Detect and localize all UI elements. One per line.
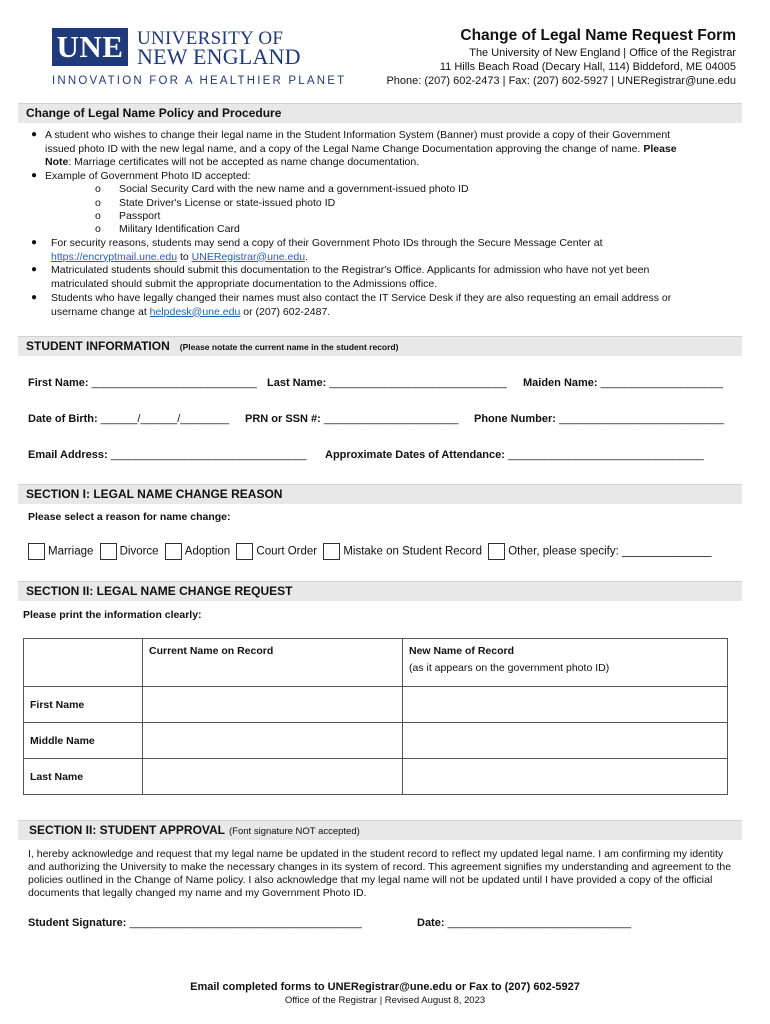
row-label-last-name: Last Name <box>24 759 143 795</box>
reason-options <box>28 543 715 560</box>
policy-section-bar <box>18 103 742 123</box>
checkbox[interactable] <box>323 543 340 560</box>
policy-item-2: Example of Government Photo ID accepted: <box>45 170 251 182</box>
logo-line-2: NEW ENGLAND <box>137 44 301 69</box>
logo-tagline: INNOVATION FOR A HEALTHIER PLANET <box>52 75 347 87</box>
header-line-2: 11 Hills Beach Road (Decary Hall, 114) Biddeford, ME 04005 <box>439 61 736 73</box>
policy-item-5: Students who have legally changed their names must also contact the IT Service Desk if they are also requesting an email address or username change at helpdesk@une.edu or (207) 602-2487. <box>51 292 672 318</box>
bullet-icon: ● <box>31 292 38 303</box>
column-header-current: Current Name on Record <box>143 639 403 687</box>
policy-item-1: A student who wishes to change their legal name in the Student Information System (Banner) must provide a copy of their Government issued photo ID with the new legal name, and a copy of the Legal Name Change Documentation approving the change of name. Please Note: Marriage certificates will not be accepted as name change documentation. <box>45 129 677 168</box>
form-title: Change of Legal Name Request Form <box>460 27 736 44</box>
row-label-middle-name: Middle Name <box>24 723 143 759</box>
student-info-bar <box>18 336 742 356</box>
print-clearly-prompt: Please print the information clearly: <box>23 609 202 621</box>
policy-subitem-2: State Driver's License or state-issued photo ID <box>119 197 336 209</box>
sub-bullet-icon: o <box>95 197 101 209</box>
new-middle-name-cell[interactable] <box>403 723 728 759</box>
reason-court-order[interactable]: Court Order <box>236 543 317 560</box>
sub-bullet-icon: o <box>95 183 101 195</box>
maiden-name-field[interactable]: Maiden Name: ____________________ <box>523 377 723 389</box>
current-middle-name-cell[interactable] <box>143 723 403 759</box>
sub-bullet-icon: o <box>95 223 101 235</box>
registrar-email-link[interactable]: UNERegistrar@une.edu <box>191 250 306 263</box>
approval-title: SECTION II: STUDENT APPROVAL (Font signature NOT accepted) <box>29 823 360 837</box>
checkbox[interactable] <box>100 543 117 560</box>
une-logo-mark: UNE <box>52 28 128 66</box>
current-last-name-cell[interactable] <box>143 759 403 795</box>
section2-bar <box>18 581 742 601</box>
header-line-1: The University of New England | Office of the Registrar <box>469 47 736 59</box>
checkbox[interactable] <box>28 543 45 560</box>
reason-adoption[interactable]: Adoption <box>165 543 230 560</box>
header-line-3: Phone: (207) 602-2473 | Fax: (207) 602-5927 | UNERegistrar@une.edu <box>386 75 736 87</box>
sub-bullet-icon: o <box>95 210 101 222</box>
email-address-field[interactable]: Email Address: ________________________________ <box>28 449 307 461</box>
bullet-icon: ● <box>31 129 38 140</box>
policy-item-4: Matriculated students should submit this documentation to the Registrar's Office. Applicants for admission who have not yet been matriculated should submit the appropriate documentation to the Admissions office. <box>51 264 650 290</box>
attendance-dates-field[interactable]: Approximate Dates of Attendance: ________________________________ <box>325 449 704 461</box>
encryptmail-link[interactable]: https://encryptmail.une.edu <box>51 250 178 263</box>
date-field[interactable]: Date: ______________________________ <box>417 917 632 929</box>
first-name-field[interactable]: First Name: ___________________________ <box>28 377 257 389</box>
table-corner-cell <box>24 639 143 687</box>
checkbox[interactable] <box>236 543 253 560</box>
reason-mistake[interactable]: Mistake on Student Record <box>323 543 482 560</box>
reason-divorce[interactable]: Divorce <box>100 543 159 560</box>
new-first-name-cell[interactable] <box>403 687 728 723</box>
section1-bar <box>18 484 742 504</box>
checkbox[interactable] <box>165 543 182 560</box>
bullet-icon: ● <box>31 170 38 181</box>
date-of-birth-field[interactable]: Date of Birth: ______/______/________ <box>28 413 230 425</box>
policy-subitem-3: Passport <box>119 210 161 222</box>
reason-marriage[interactable]: Marriage <box>28 543 93 560</box>
policy-subitem-1: Social Security Card with the new name and a government-issued photo ID <box>119 183 469 195</box>
row-label-first-name: First Name <box>24 687 143 723</box>
last-name-field[interactable]: Last Name: _____________________________ <box>267 377 507 389</box>
name-change-table <box>23 638 728 795</box>
new-last-name-cell[interactable] <box>403 759 728 795</box>
approval-bar <box>18 820 742 840</box>
policy-item-3: For security reasons, students may send a copy of their Government Photo IDs through the Secure Message Center at https://encryptmail.une.edu to UNERegistrar@une.edu. <box>51 237 603 263</box>
policy-subitem-4: Military Identification Card <box>119 223 240 235</box>
bullet-icon: ● <box>31 237 38 248</box>
footer-revision: Office of the Registrar | Revised August 8, 2023 <box>284 995 486 1006</box>
policy-title: Change of Legal Name Policy and Procedure <box>26 106 282 120</box>
column-header-new: New Name of Record (as it appears on the government photo ID) <box>403 639 728 687</box>
bullet-icon: ● <box>31 264 38 275</box>
student-info-title: STUDENT INFORMATION (Please notate the current name in the student record) <box>26 339 399 353</box>
approval-statement: I, hereby acknowledge and request that my legal name be updated in the student record to reflect my updated legal name. I am confirming my identity and authorizing the University to make the necessary changes in its system of record. This agreement signifies my understanding and agreement to the policies outlined in the Change of Name policy. I also acknowledge that my legal name will not be updated until I have provided a copy of the official documents that legally changed my name and my Government Photo ID. <box>28 848 732 899</box>
current-first-name-cell[interactable] <box>143 687 403 723</box>
checkbox[interactable] <box>488 543 505 560</box>
signature-field[interactable]: Student Signature: ______________________________________ <box>28 917 362 929</box>
reason-other[interactable]: Other, please specify: ______________ <box>488 543 711 560</box>
phone-number-field[interactable]: Phone Number: ___________________________ <box>474 413 725 425</box>
footer-instructions: Email completed forms to UNERegistrar@une.edu or Fax to (207) 602-5927 <box>190 981 580 993</box>
section1-title: SECTION I: LEGAL NAME CHANGE REASON <box>26 487 283 501</box>
prn-ssn-field[interactable]: PRN or SSN #: ______________________ <box>245 413 459 425</box>
logo-line-1: UNIVERSITY OF <box>137 28 284 49</box>
reason-prompt: Please select a reason for name change: <box>28 511 231 523</box>
helpdesk-email-link[interactable]: helpdesk@une.edu <box>149 305 241 318</box>
section2-title: SECTION II: LEGAL NAME CHANGE REQUEST <box>26 584 293 598</box>
